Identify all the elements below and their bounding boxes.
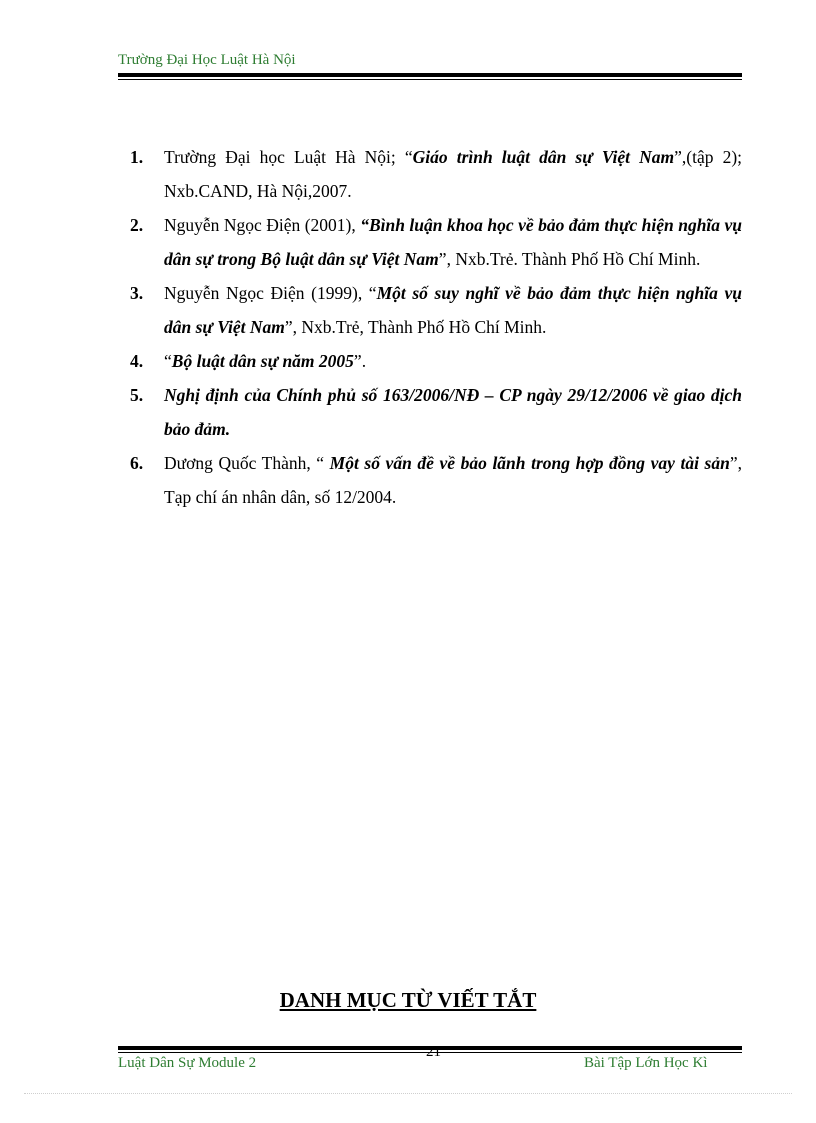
reference-number: 4. xyxy=(130,351,144,371)
reference-plain-text: ”, Nxb.Trẻ, Thành Phố Hồ Chí Minh. xyxy=(284,317,547,337)
header-rule-thin xyxy=(118,79,742,80)
reference-item xyxy=(130,276,742,344)
reference-text xyxy=(164,344,742,378)
reference-plain-text: ”, Nxb.Trẻ. Thành Phố Hồ Chí Minh. xyxy=(438,249,701,269)
reference-plain-text: Nguyễn Ngọc Điện (2001), xyxy=(164,215,361,235)
footer-right-text: Bài Tập Lớn Học Kì xyxy=(584,1055,708,1071)
page-number: 21 xyxy=(426,1044,441,1060)
reference-item xyxy=(130,208,742,276)
reference-title-text: Bộ luật dân sự năm 2005 xyxy=(171,351,354,371)
reference-title-text: “Bình luận khoa học về bảo đảm thực hiện nghĩa vụ dân sự trong Bộ luật dân sự Việt Nam xyxy=(164,215,743,269)
reference-text xyxy=(164,446,742,514)
reference-plain-text: ”, Tạp chí án nhân dân, số 12/2004. xyxy=(164,453,742,507)
reference-item xyxy=(130,378,742,446)
footer-left-text: Luật Dân Sự Module 2 xyxy=(118,1055,257,1071)
reference-plain-text: ”,(tập 2); Nxb.CAND, Hà Nội,2007. xyxy=(164,147,743,201)
reference-text xyxy=(164,208,742,276)
reference-item xyxy=(130,140,742,208)
reference-text xyxy=(164,276,742,344)
reference-title-text: Giáo trình luật dân sự Việt Nam xyxy=(412,147,675,167)
reference-number: 3. xyxy=(130,283,144,303)
reference-plain-text: Dương Quốc Thành, “ xyxy=(164,453,330,473)
reference-text xyxy=(164,378,742,446)
reference-list xyxy=(130,140,742,514)
header-title: Trường Đại Học Luật Hà Nội xyxy=(118,52,296,68)
reference-text xyxy=(164,140,742,208)
page-edge-divider xyxy=(24,1093,792,1094)
reference-number: 1. xyxy=(130,147,144,167)
reference-plain-text: Nguyễn Ngọc Điện (1999), “ xyxy=(164,283,377,303)
reference-plain-text: Trường Đại học Luật Hà Nội; “ xyxy=(164,147,413,167)
reference-number: 2. xyxy=(130,215,144,235)
header-rule xyxy=(118,73,742,77)
reference-title-text: Một số vấn đề về bảo lãnh trong hợp đồng vay tài sản xyxy=(329,453,730,473)
reference-plain-text: ”. xyxy=(353,351,367,371)
reference-number: 5. xyxy=(130,385,144,405)
reference-number: 6. xyxy=(130,453,144,473)
reference-item xyxy=(130,446,742,514)
section-heading: DANH MỤC TỪ VIẾT TẮT xyxy=(279,988,537,1012)
reference-item xyxy=(130,344,742,378)
reference-title-text: Nghị định của Chính phủ số 163/2006/NĐ – CP ngày 29/12/2006 về giao dịch bảo đảm. xyxy=(164,385,742,439)
reference-title-text: Một số suy nghĩ về bảo đảm thực hiện nghĩa vụ dân sự Việt Nam xyxy=(164,283,742,337)
reference-plain-text: “ xyxy=(164,351,172,371)
